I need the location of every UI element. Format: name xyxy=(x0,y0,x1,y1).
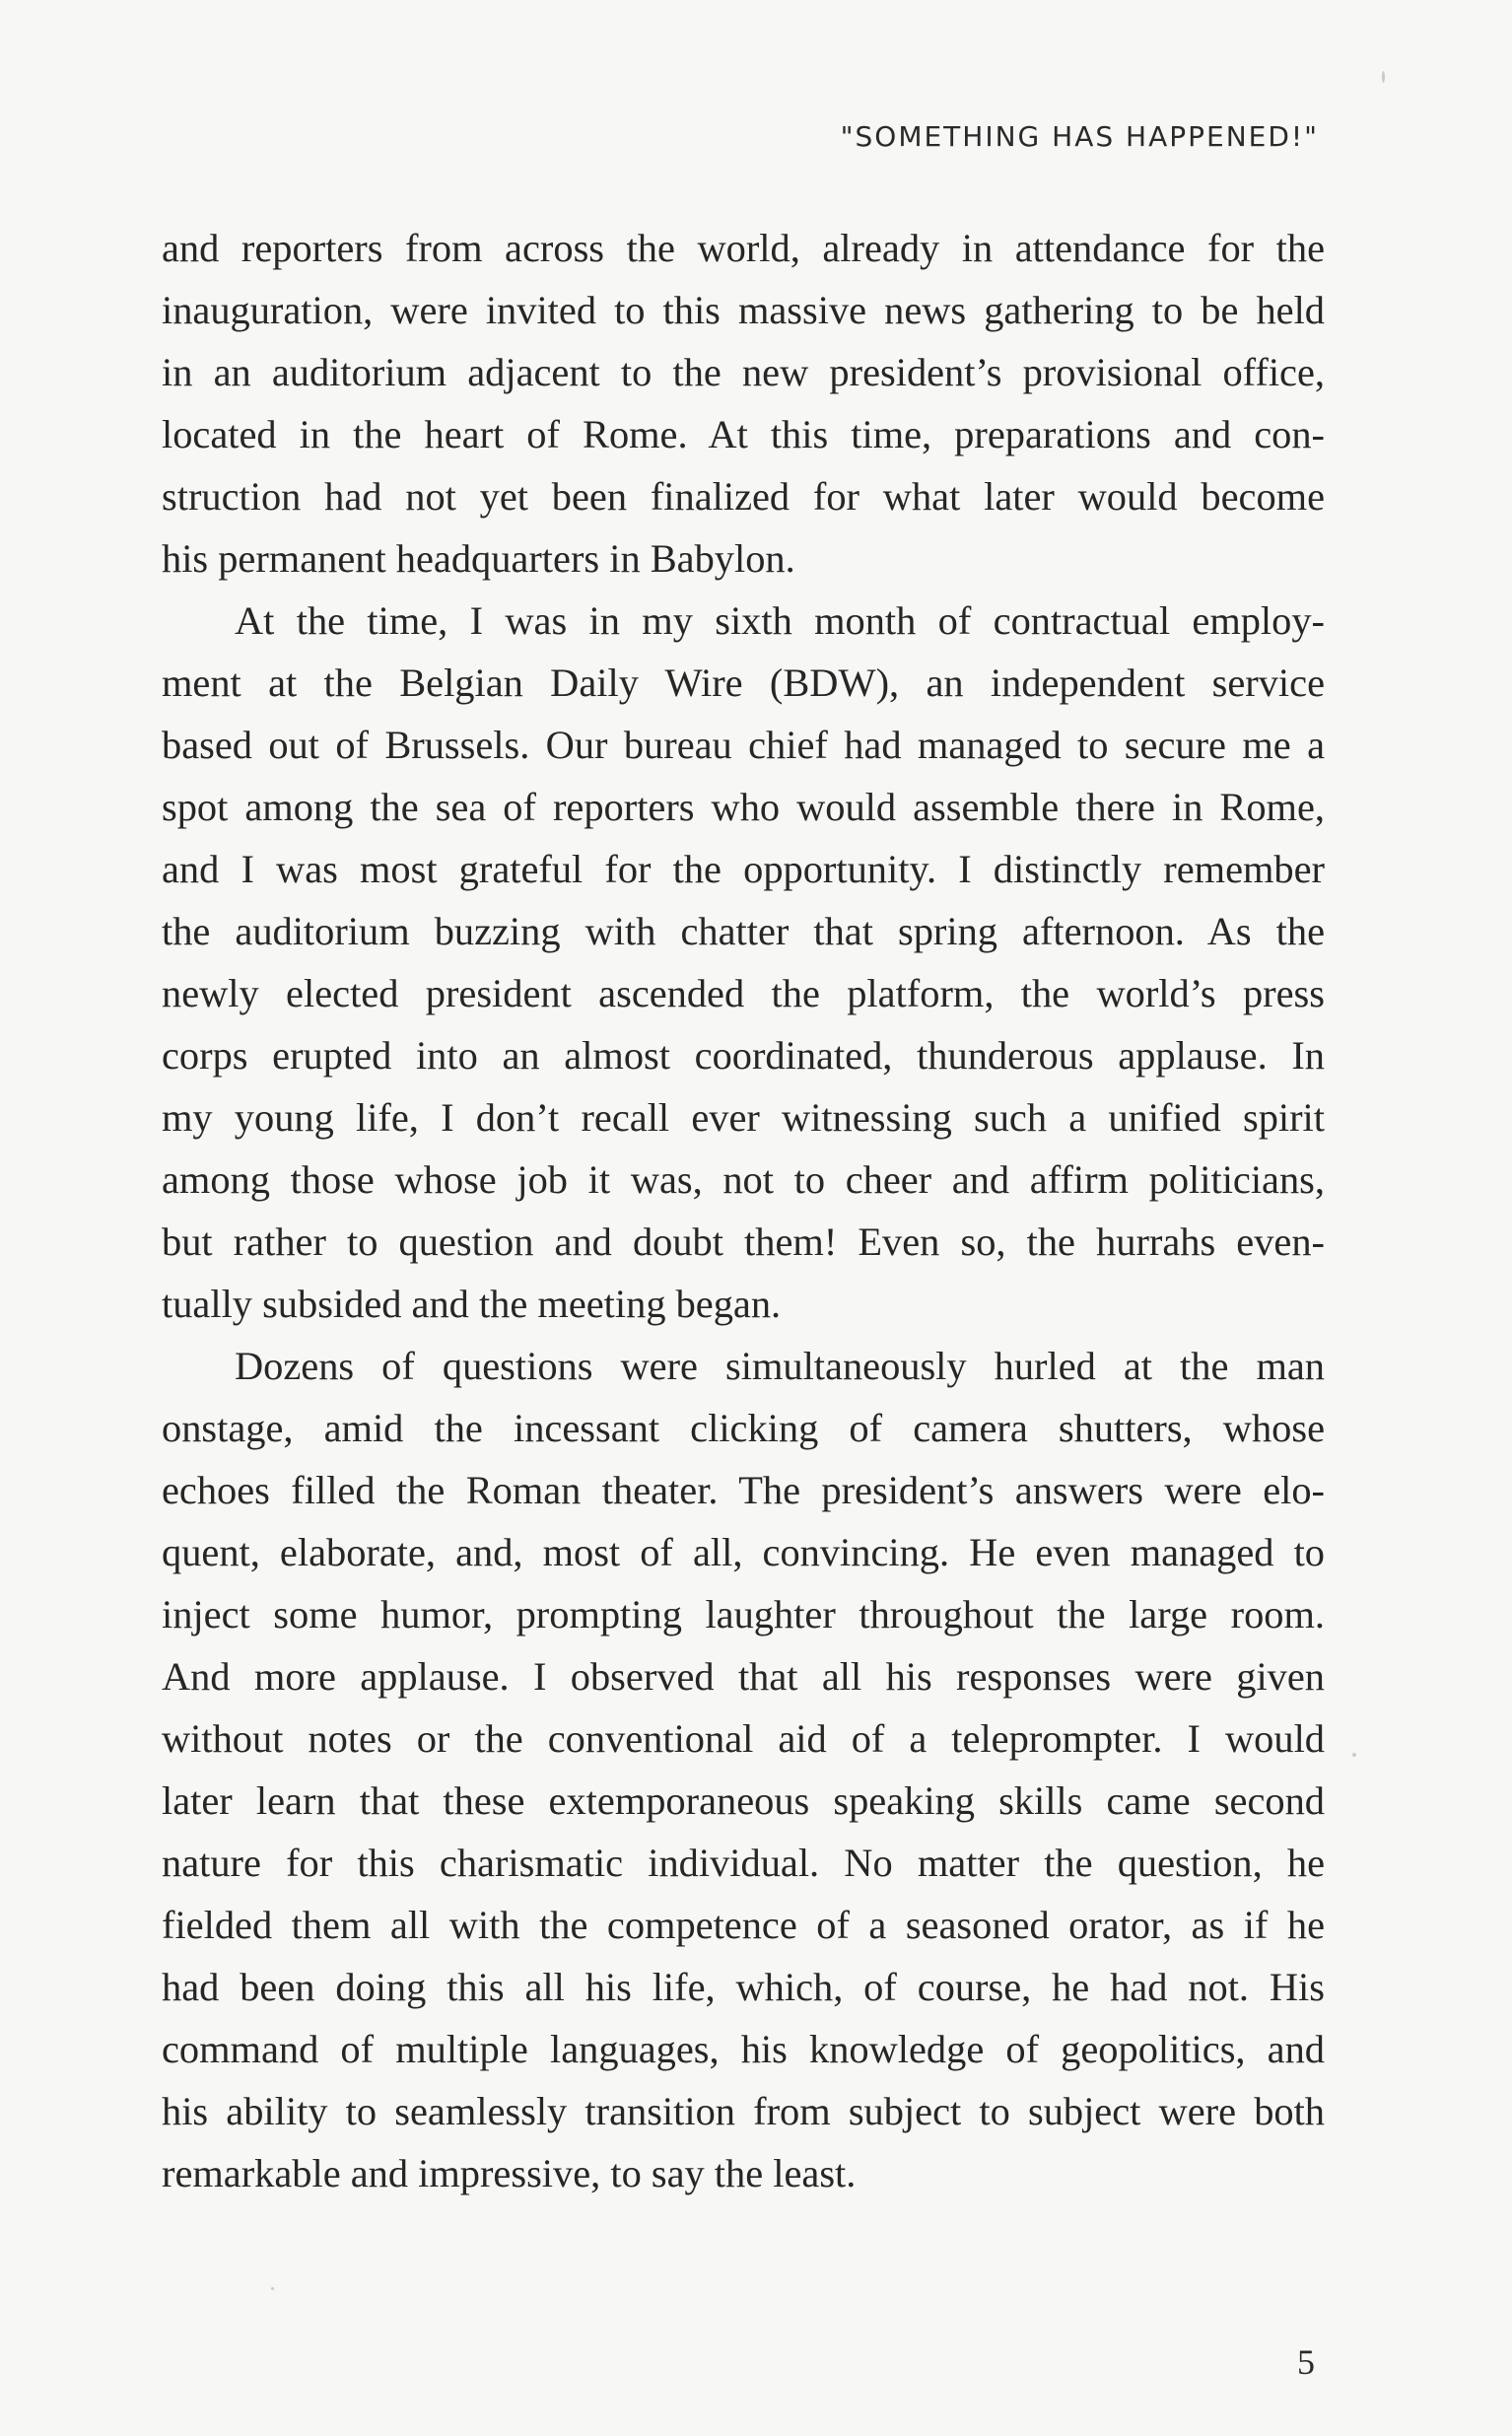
text-line: remarkable and impressive, to say the least. xyxy=(162,2151,857,2195)
text-line: the auditorium buzzing with chatter that spring afternoon. As the xyxy=(162,909,1325,953)
text-line: At the time, I was in my sixth month of contractual employ- xyxy=(235,598,1325,643)
text-line: his permanent headquarters in Babylon. xyxy=(162,536,795,581)
page-number: 5 xyxy=(1297,2342,1315,2382)
text-line: located in the heart of Rome. At this time, preparations and con- xyxy=(162,412,1325,456)
scan-speck xyxy=(1352,1753,1356,1757)
running-head: "SOMETHING HAS HAPPENED!" xyxy=(840,120,1319,153)
text-line: nature for this charismatic individual. No matter the question, he xyxy=(162,1841,1325,1885)
text-line: in an auditorium adjacent to the new president’s provisional office, xyxy=(162,350,1325,394)
text-line: based out of Brussels. Our bureau chief had managed to secure me a xyxy=(162,723,1325,767)
text-line: struction had not yet been finalized for what later would become xyxy=(162,474,1325,519)
text-line: corps erupted into an almost coordinated, thunderous applause. In xyxy=(162,1033,1325,1078)
scan-speck xyxy=(271,2287,274,2290)
text-line: Dozens of questions were simultaneously hurled at the man xyxy=(235,1344,1325,1388)
text-line: and reporters from across the world, already in attendance for the xyxy=(162,226,1325,270)
text-line: tually subsided and the meeting began. xyxy=(162,1282,782,1326)
text-line: inauguration, were invited to this massive news gathering to be held xyxy=(162,288,1325,332)
scan-speck xyxy=(1382,71,1385,83)
text-line: onstage, amid the incessant clicking of camera shutters, whose xyxy=(162,1406,1325,1450)
text-line: command of multiple languages, his knowledge of geopolitics, and xyxy=(162,2027,1325,2071)
text-line: quent, elaborate, and, most of all, convincing. He even managed to xyxy=(162,1530,1325,1574)
text-line: later learn that these extemporaneous speaking skills came second xyxy=(162,1778,1325,1823)
text-line: newly elected president ascended the platform, the world’s press xyxy=(162,971,1325,1015)
body-text xyxy=(162,217,1325,2204)
text-line: ment at the Belgian Daily Wire (BDW), an independent service xyxy=(162,661,1325,705)
text-line: his ability to seamlessly transition from subject to subject were both xyxy=(162,2089,1325,2133)
text-line: had been doing this all his life, which, of course, he had not. His xyxy=(162,1965,1325,2009)
text-line: fielded them all with the competence of a seasoned orator, as if he xyxy=(162,1903,1325,1947)
text-line: without notes or the conventional aid of a teleprompter. I would xyxy=(162,1716,1325,1761)
text-line: but rather to question and doubt them! Even so, the hurrahs even- xyxy=(162,1219,1325,1264)
text-line: echoes filled the Roman theater. The president’s answers were elo- xyxy=(162,1468,1325,1512)
text-line: inject some humor, prompting laughter throughout the large room. xyxy=(162,1592,1325,1636)
text-line: among those whose job it was, not to cheer and affirm politicians, xyxy=(162,1157,1325,1202)
text-line: spot among the sea of reporters who would assemble there in Rome, xyxy=(162,785,1325,829)
text-line: And more applause. I observed that all his responses were given xyxy=(162,1654,1325,1699)
text-line: and I was most grateful for the opportunity. I distinctly remember xyxy=(162,847,1325,891)
text-line: my young life, I don’t recall ever witnessing such a unified spirit xyxy=(162,1095,1325,1140)
